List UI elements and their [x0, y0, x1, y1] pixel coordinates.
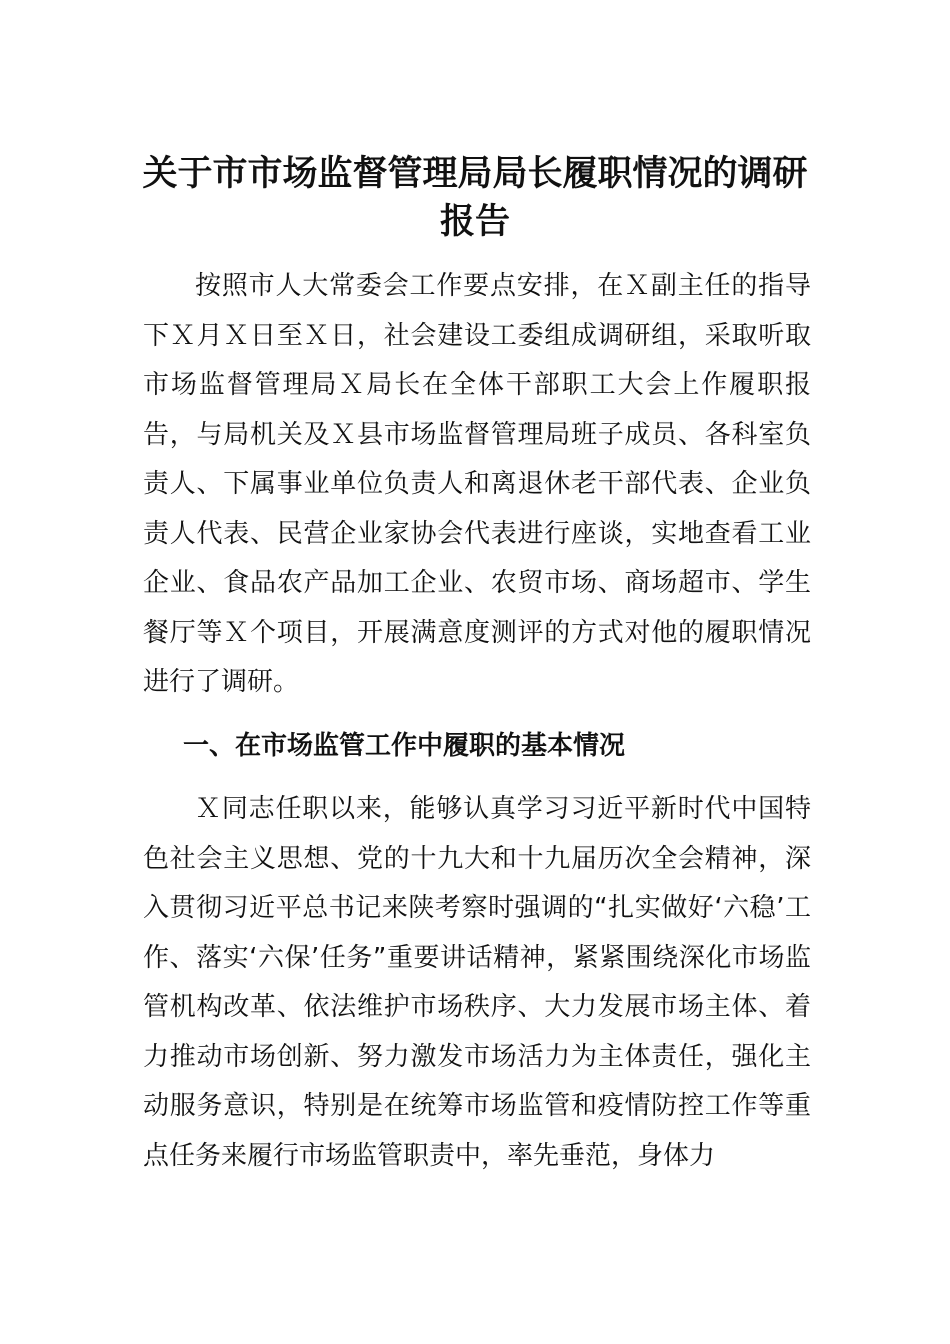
section-paragraph: Ｘ同志任职以来，能够认真学习习近平新时代中国特色社会主义思想、党的十九大和十九届历次全会精神，深入贯彻习近平总书记来陕考察时强调的“扎实做好‘六稳’工作、落实‘六保’任务”重要讲话精神，紧紧围绕深化市场监管机构改革、依法维护市场秩序、大力发展市场主体、着力推动市场创新、努力激发市场活力为主体责任，强化主动服务意识，特别是在统筹市场监管和疫情防控工作等重点任务来履行市场监管职责中，率先垂范，身体力 [143, 794, 811, 1171]
intro-paragraph: 按照市人大常委会工作要点安排，在Ｘ副主任的指导下Ｘ月Ｘ日至Ｘ日，社会建设工委组成调研组，采取听取市场监督管理局Ｘ局长在全体干部职工大会上作履职报告，与局机关及Ｘ县市场监督管理局班子成员、各科室负责人、下属事业单位负责人和离退休老干部代表、企业负责人代表、民营企业家协会代表进行座谈，实地查看工业企业、食品农产品加工企业、农贸市场、商场超市、学生餐厅等Ｘ个项目，开展满意度测评的方式对他的履职情况进行了调研。 [143, 271, 811, 697]
section-heading: 一、在市场监管工作中履职的基本情况 [183, 731, 626, 761]
document-title: 关于市市场监督管理局局长履职情况的调研报告 [142, 154, 808, 242]
